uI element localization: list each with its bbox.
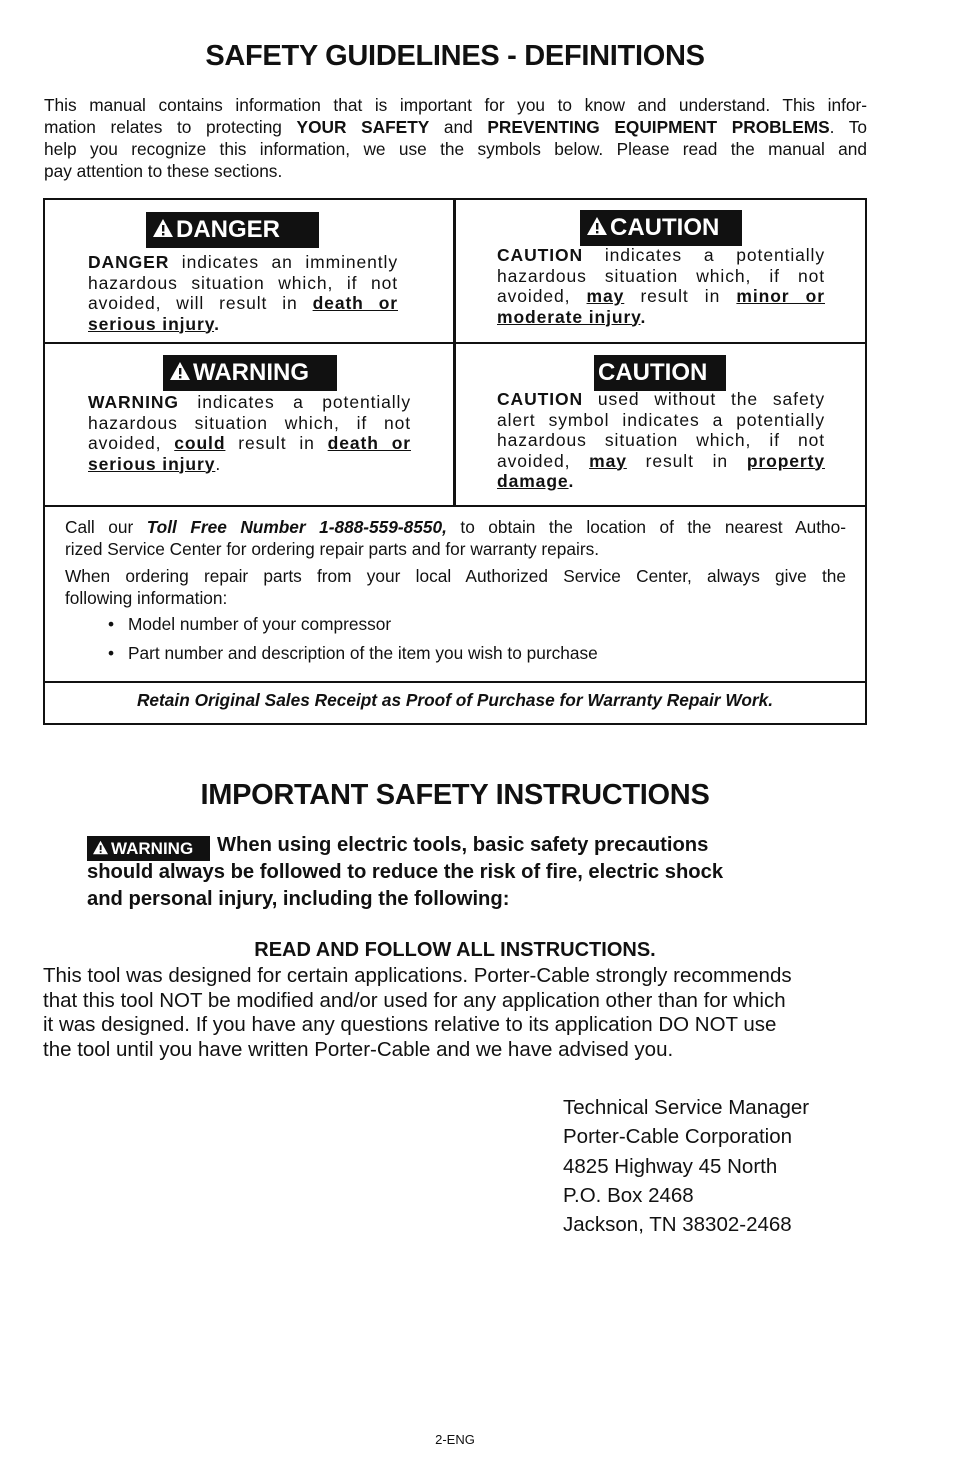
ordering-line-2: following information: [65, 588, 228, 608]
caution-no-symbol-label: CAUTION [594, 355, 726, 391]
danger-label: DANGER [146, 212, 319, 248]
address-block [563, 1093, 809, 1239]
service-line-2: rized Service Center for ordering repair parts and for warranty repairs. [65, 539, 600, 559]
intro-paragraph [44, 94, 867, 182]
body-line: that this tool NOT be modified and/or used for any application other than for which [43, 988, 786, 1012]
warning-badge: WARNING [87, 836, 210, 861]
alert-triangle-icon [152, 218, 174, 238]
caution-label: CAUTION [580, 210, 742, 246]
list-item: • Part number and description of the item you wish to purchase [108, 643, 598, 663]
service-info [65, 516, 846, 609]
danger-definition: DANGER indicates an imminently hazardous situation which, if not avoided, will result in death or serious injury. [88, 252, 398, 334]
body-paragraph [43, 964, 863, 1062]
address-line: Jackson, TN 38302-2468 [563, 1213, 792, 1237]
intro-line-1: This manual contains information that is important for you to know and understand. This infor- [44, 95, 867, 115]
page-title: SAFETY GUIDELINES - DEFINITIONS [205, 40, 705, 72]
ordering-line-1: When ordering repair parts from your local Authorized Service Center, always give the [65, 566, 846, 586]
intro-line-3: help you recognize this information, we use the symbols below. Please read the manual and [44, 139, 867, 159]
read-follow-heading: READ AND FOLLOW ALL INSTRUCTIONS. [254, 939, 656, 961]
section-title: IMPORTANT SAFETY INSTRUCTIONS [200, 779, 710, 811]
warning-label: WARNING [163, 355, 337, 391]
address-line: 4825 Highway 45 North [563, 1154, 778, 1178]
receipt-note: Retain Original Sales Receipt as Proof of Purchase for Warranty Repair Work. [136, 690, 774, 710]
toll-free-number: Toll Free Number 1-888-559-8550, [146, 517, 447, 537]
precaution-line-2: should always be followed to reduce the risk of fire, electric shock [87, 861, 724, 883]
precaution-line-3: and personal injury, including the following: [87, 888, 510, 910]
list-item: • Model number of your compressor [108, 614, 392, 634]
alert-triangle-icon [92, 840, 109, 855]
body-line: the tool until you have written Porter-Cable and we have advised you. [43, 1037, 674, 1061]
address-line: Porter-Cable Corporation [563, 1125, 793, 1149]
alert-triangle-icon [169, 361, 191, 381]
page-number: 2-ENG [435, 1432, 475, 1447]
body-line: it was designed. If you have any questions relative to its application DO NOT use [43, 1013, 777, 1036]
toll-free-line: Call our Toll Free Number 1-888-559-8550, to obtain the location of the nearest Autho- [65, 517, 846, 537]
warning-definition: WARNING indicates a potentially hazardous situation which, if not avoided, could result in death or serious injury. [88, 392, 411, 474]
address-line: P.O. Box 2468 [563, 1183, 694, 1207]
body-line: This tool was designed for certain applications. Porter-Cable strongly recommends [43, 964, 792, 987]
alert-triangle-icon [586, 216, 608, 236]
intro-line-2: mation relates to protecting YOUR SAFETY and PREVENTING EQUIPMENT PROBLEMS. To [44, 117, 868, 137]
address-line: Technical Service Manager [563, 1096, 810, 1119]
intro-line-4: pay attention to these sections. [44, 161, 283, 181]
caution-definition: CAUTION indicates a potentially hazardous situation which, if not avoided, may result in minor or moderate injury. [497, 245, 825, 327]
caution-no-symbol-definition: CAUTION used without the safety alert symbol indicates a potentially hazardous situation which, if not avoided, may result in property damage. [497, 389, 825, 491]
precaution-line-1: When using electric tools, basic safety precautions [217, 834, 709, 856]
